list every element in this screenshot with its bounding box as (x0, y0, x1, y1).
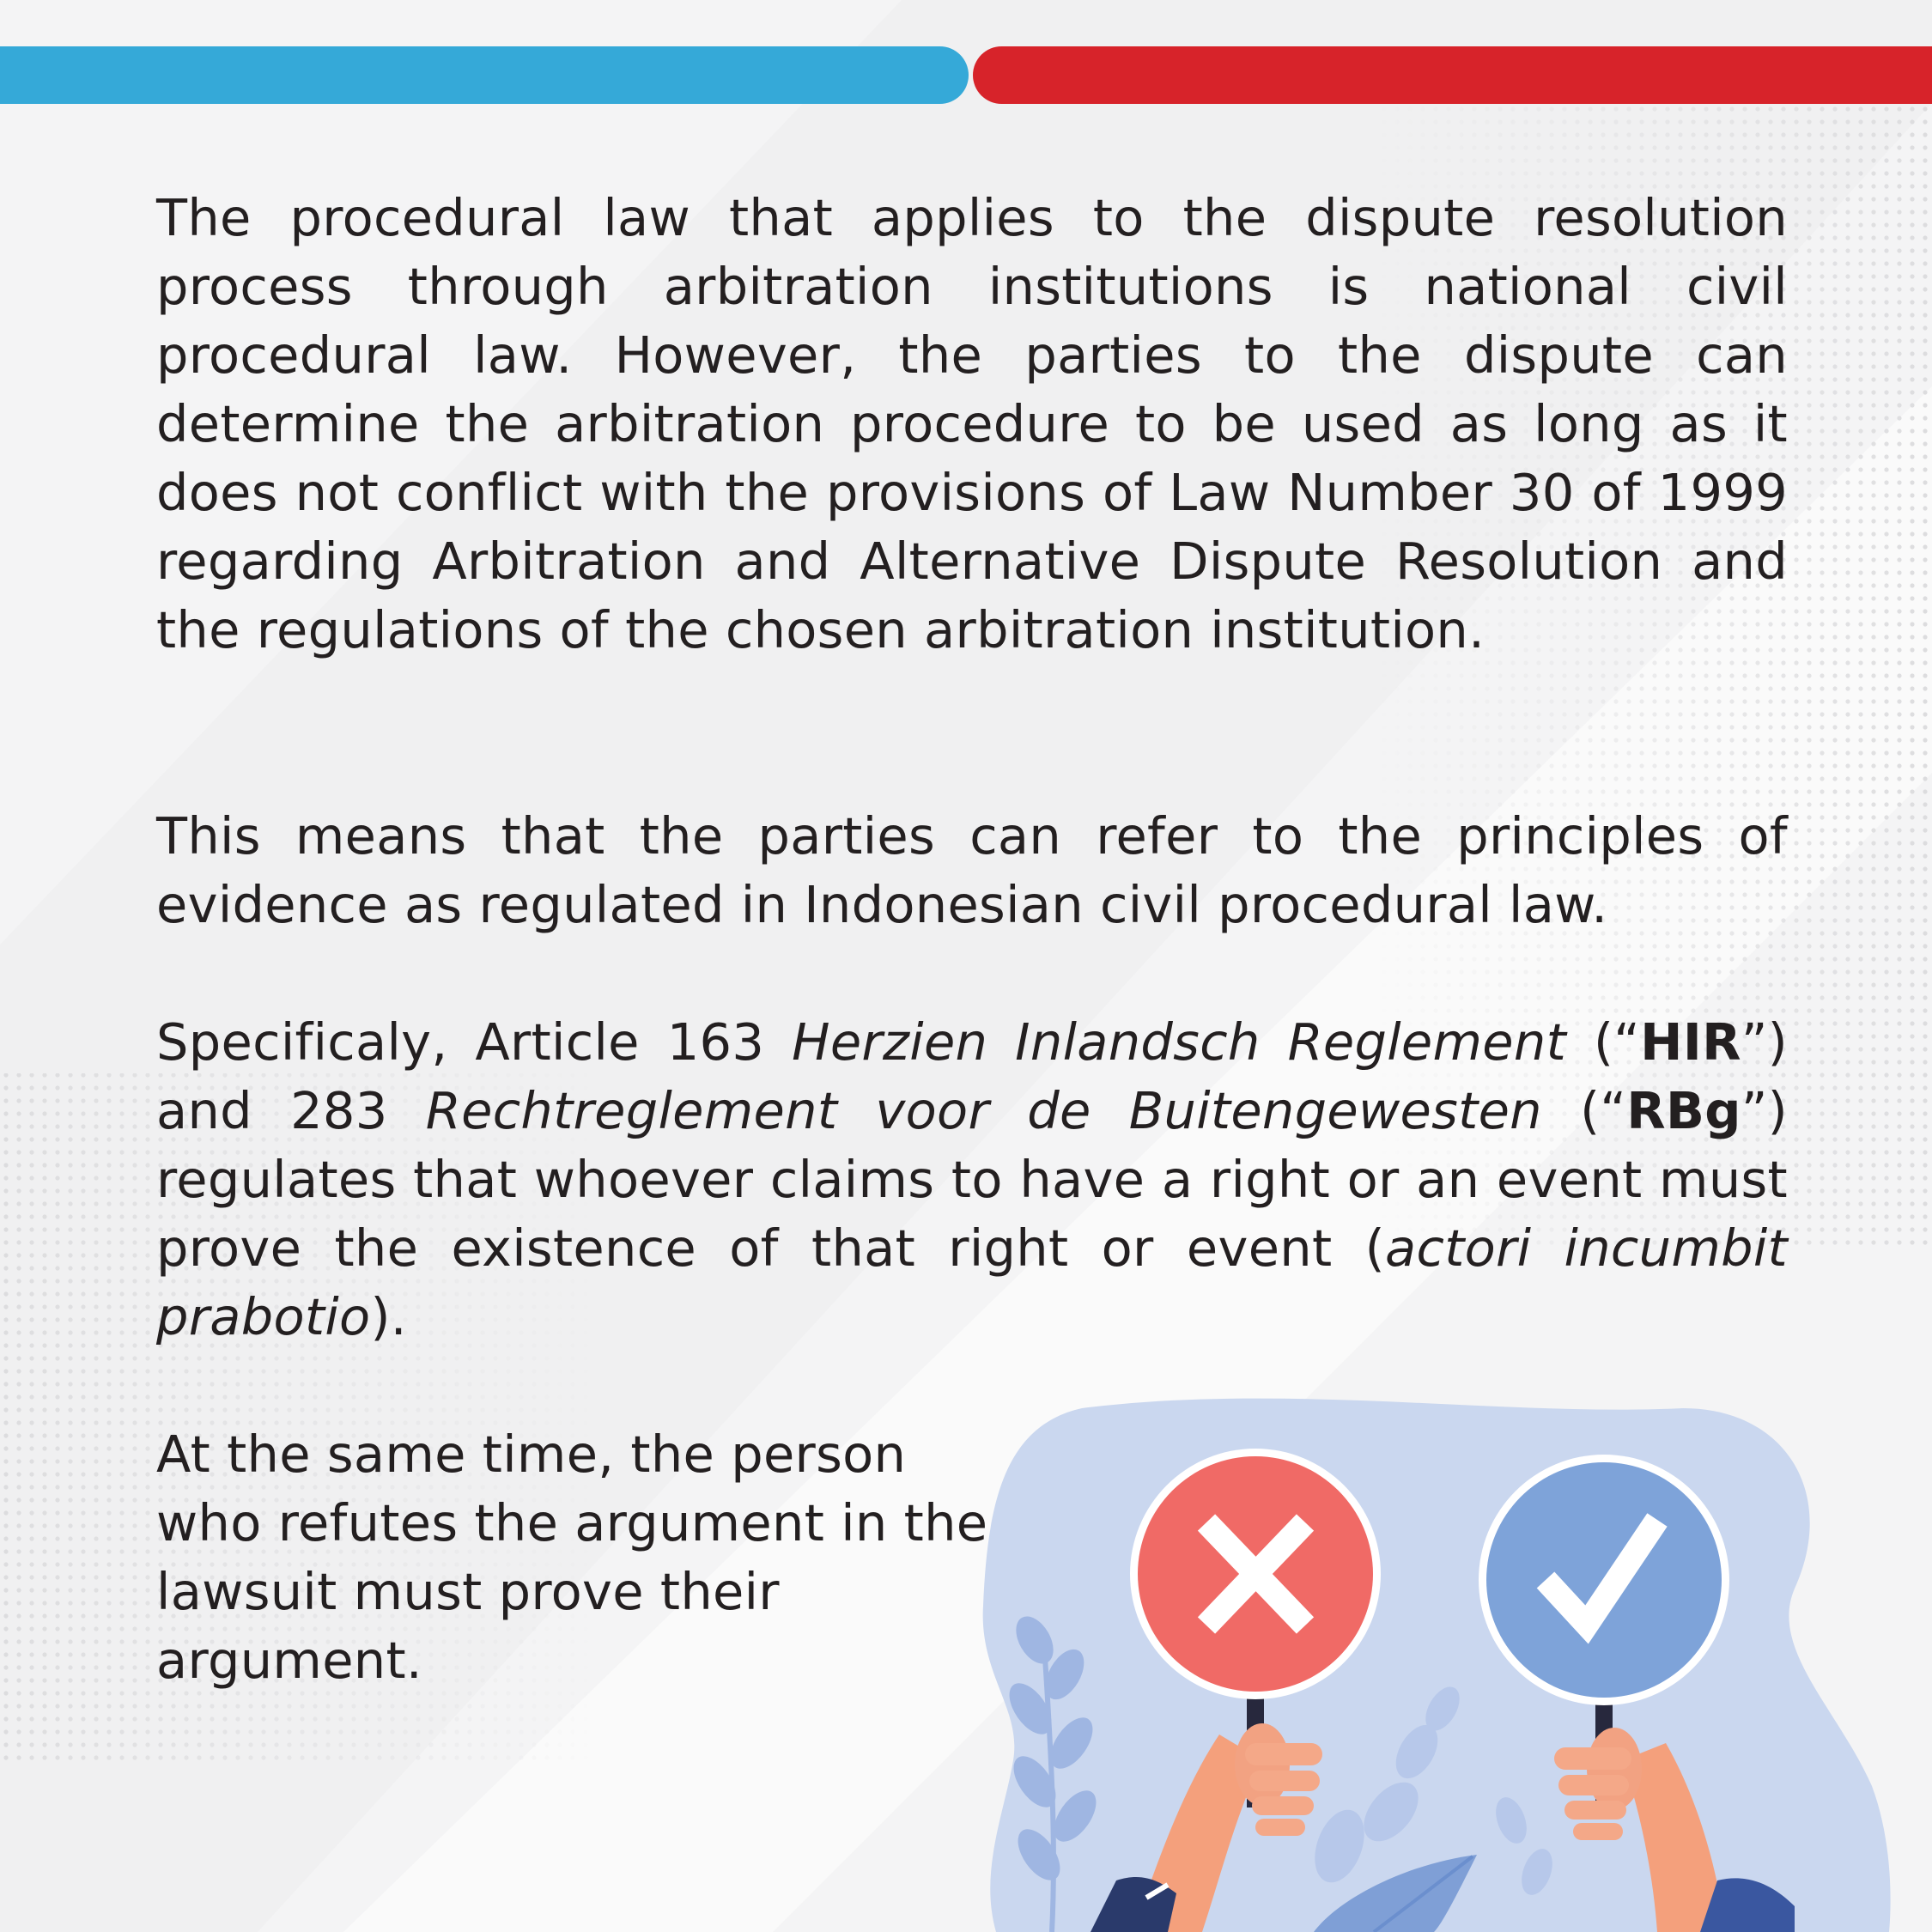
illustration-hands-holding-signs (953, 1391, 1932, 1932)
latin-maxim: actori incumbit prabotio (156, 1218, 1788, 1346)
paragraph-article-163 (156, 1008, 1788, 1352)
p3-text-4: (“ (1541, 1081, 1627, 1140)
p3-text-5: ”) regulates that whoever claims to have a right or an event must prove the existence of that right or event ( (156, 1081, 1788, 1278)
hir-abbreviation: HIR (1640, 1012, 1741, 1072)
hir-full-name: Herzien Inlandsch Reglement (792, 1012, 1567, 1072)
background-blob (983, 1399, 1891, 1932)
top-accent-bar-blue (0, 46, 969, 104)
p3-text-2: (“ (1566, 1012, 1641, 1072)
paragraph-principles-of-evidence: This means that the parties can refer to the principles of evidence as regulated in Indonesian civil procedural law. (156, 806, 1788, 934)
rbg-full-name: Rechtreglement voor de Buitengewesten (425, 1081, 1542, 1140)
paragraph-procedural-law: The procedural law that applies to the dispute resolution process through arbitration institutions is national civil procedural law. However, the parties to the dispute can determine the arbitration procedure to be used as long as it does not conflict with the provisions of Law Number 30 of 1999 regarding Arbitration and Alternative Dispute Resolution and the regulations of the chosen arbitration institution. (156, 188, 1788, 659)
paragraph-refutation: At the same time, the person who refutes the argument in the lawsuit must prove their argument. (156, 1425, 988, 1690)
p3-text-3: ”) and 283 (156, 1012, 1788, 1140)
top-accent-bar-red (973, 46, 1932, 104)
rbg-abbreviation: RBg (1626, 1081, 1741, 1140)
p3-text-6: ). (370, 1287, 407, 1346)
p3-text-1: Specificaly, Article 163 (156, 1012, 793, 1072)
